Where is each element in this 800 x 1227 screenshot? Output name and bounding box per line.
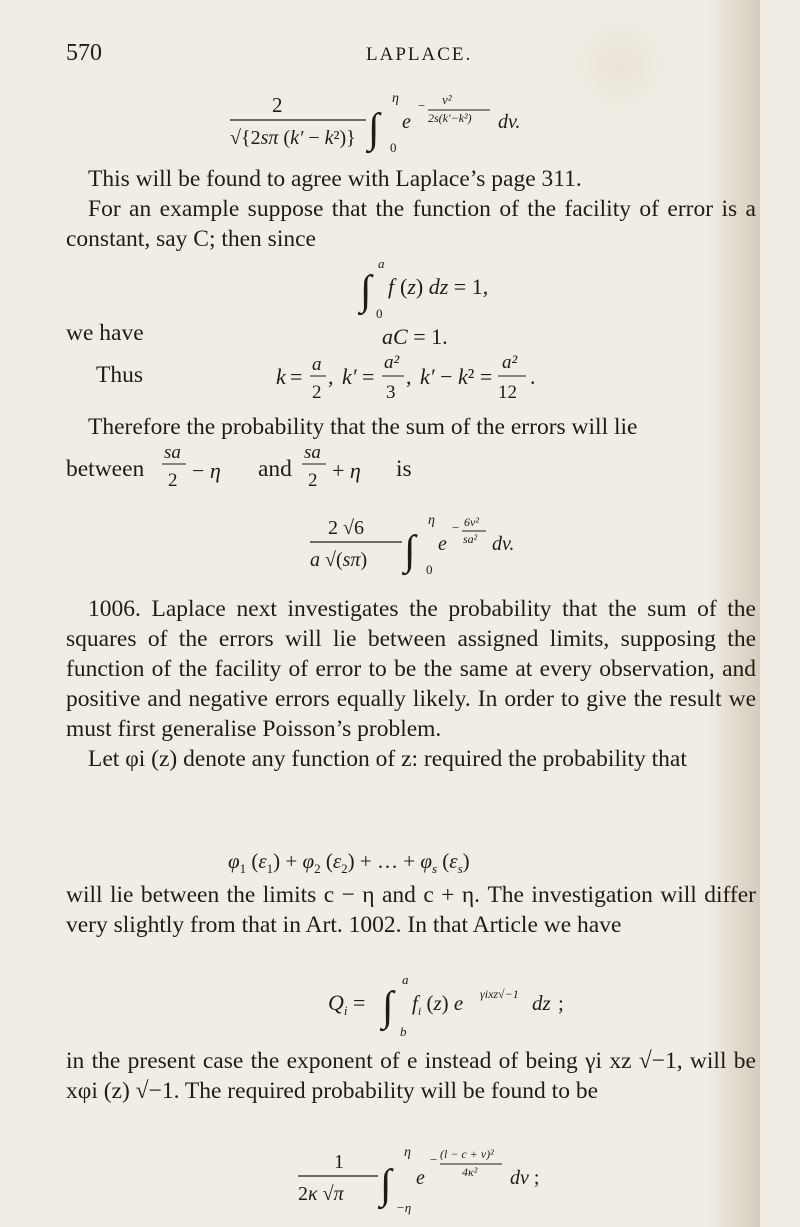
svg-text:∫: ∫: [360, 268, 372, 314]
label-and: and: [258, 456, 292, 482]
svg-text:−η: −η: [396, 1200, 412, 1215]
paragraph-limits: will lie between the limits c − η and c + η. The investigation will differ very slightly from that in Art. 1002. In that Article we have: [66, 882, 756, 938]
equation-7: [228, 842, 568, 878]
paragraph-agree: This will be found to agree with Laplace’s page 311.: [88, 166, 582, 192]
label-thus: Thus: [96, 362, 143, 388]
equation-1: [208, 80, 568, 158]
equation-8: [328, 972, 568, 1038]
svg-text:0: 0: [376, 306, 383, 321]
svg-text:v²: v²: [442, 92, 452, 107]
svg-text:a: a: [378, 256, 385, 271]
svg-text:−: −: [418, 98, 426, 113]
svg-text:2: 2: [308, 470, 318, 491]
equation-6: [308, 502, 548, 580]
svg-text:2: 2: [312, 382, 322, 403]
svg-text:sa: sa: [304, 442, 321, 463]
svg-text:=: =: [290, 364, 303, 389]
svg-text:−: −: [452, 520, 460, 535]
svg-text:k: k: [276, 364, 286, 389]
equation-9: [296, 1138, 566, 1218]
svg-text:0: 0: [390, 140, 397, 155]
svg-text:(l − c + v)²: (l − c + v)²: [440, 1147, 494, 1161]
svg-text:∫: ∫: [380, 1162, 392, 1208]
paragraph-therefore: Therefore the probability that the sum of the errors will lie: [88, 414, 638, 440]
svg-text:fi (z) e: $f_i$ (z) e: [412, 991, 464, 1018]
svg-text:;: ;: [558, 991, 564, 1015]
svg-text:+ η: + η: [332, 458, 361, 483]
svg-text:k′: k′: [342, 364, 357, 389]
svg-text:e: e: [438, 533, 447, 555]
body-text-top: [66, 164, 756, 254]
svg-text:e: e: [402, 111, 411, 133]
svg-text:∫: ∫: [368, 106, 380, 152]
running-title: LAPLACE.: [366, 44, 473, 65]
paragraph-1006: 1006. Laplace next investigates the probability that the sum of the squares of the errors will lie between assigned limits, supposing the function of the facility of error to be the same at every observation, and positive and negative errors equally likely. In order to give the result we must first generalise Poisson’s problem.: [66, 596, 756, 742]
svg-text:∫: ∫: [382, 984, 394, 1030]
svg-text:f: f: [388, 274, 395, 299]
svg-text:a²: a²: [502, 352, 518, 373]
svg-text:3: 3: [386, 382, 396, 403]
svg-text:dv.: dv.: [498, 111, 521, 133]
svg-text:2: 2: [168, 470, 178, 491]
running-head: [66, 40, 746, 74]
svg-text:aC = 1.: aC = 1.: [382, 324, 448, 349]
svg-text:sa: sa: [164, 442, 181, 463]
svg-text:6v²: 6v²: [464, 515, 479, 529]
svg-text:− η: − η: [192, 458, 221, 483]
svg-text:e: e: [416, 1167, 425, 1189]
equation-5a: [160, 440, 256, 494]
label-we-have: we have: [66, 320, 144, 346]
svg-text:Qi =: $Q_i$ =: [328, 990, 366, 1018]
svg-text:a: a: [312, 354, 322, 375]
svg-text:1: 1: [334, 1151, 344, 1173]
svg-text:k′ − k² =: k′ − k² =: [420, 364, 493, 389]
svg-text:−: −: [430, 1152, 438, 1167]
svg-text:φ1 (ε1) + φ2 (ε2) + … + φs (εs: $\varphi_1$ $(\varepsilon_1) + \varphi_2$ $(\varepsilon_2)$ + … + $\varphi_s$ $(\varepsilon_s)$: [228, 849, 470, 876]
body-text-present: [66, 1046, 756, 1106]
svg-text:.: .: [530, 364, 536, 389]
svg-text:a²: a²: [384, 352, 400, 373]
body-text-therefore: [66, 412, 756, 442]
svg-text:dv.: dv.: [492, 533, 515, 555]
svg-text:b: b: [400, 1024, 407, 1039]
paragraph-example: For an example suppose that the function of the facility of error is a constant, say C; then since: [66, 196, 756, 252]
equation-2: [360, 256, 520, 320]
svg-text:√{2sπ (k′ − k²)}: √{2sπ (k′ − k²)}: [230, 127, 356, 149]
svg-text:dv ;: dv ;: [510, 1167, 540, 1189]
svg-text:η: η: [404, 1145, 411, 1160]
svg-text:12: 12: [498, 382, 517, 403]
paragraph-let: Let φi (z) denote any function of z: required the probability that: [88, 746, 687, 772]
equation-4: [276, 344, 636, 406]
svg-text:2: 2: [272, 93, 283, 117]
svg-text:dz: dz: [532, 991, 551, 1015]
svg-text:2κ √π: 2κ √π: [298, 1183, 344, 1205]
svg-text:2 √6: 2 √6: [328, 517, 364, 539]
svg-text:4κ²: 4κ²: [462, 1165, 478, 1179]
svg-text:∫: ∫: [404, 528, 416, 574]
svg-text:(z) dz = 1,: (z) dz = 1,: [400, 274, 489, 299]
body-text-1006: [66, 594, 756, 774]
svg-text:,: ,: [406, 364, 412, 389]
svg-text:sa²: sa²: [463, 532, 478, 546]
svg-text:,: ,: [328, 364, 334, 389]
label-between: between: [66, 456, 145, 482]
svg-text:η: η: [392, 91, 399, 106]
paragraph-present: in the present case the exponent of e instead of being γi xz √−1, will be xφi (z) √−1. The required probability will be found to be: [66, 1048, 756, 1104]
label-is: is: [396, 456, 412, 482]
svg-text:0: 0: [426, 562, 433, 577]
svg-text:2s(k′−k²): 2s(k′−k²): [428, 111, 472, 125]
svg-text:a √(sπ): a √(sπ): [310, 549, 368, 571]
svg-text:η: η: [428, 513, 435, 528]
svg-text:a: a: [402, 972, 409, 987]
svg-text:=: =: [362, 364, 375, 389]
body-text-limits: [66, 880, 756, 940]
equation-5b: [300, 440, 396, 494]
page-number: 570: [66, 40, 102, 66]
svg-text:γixz√−1: γixz√−1: [480, 987, 519, 1001]
